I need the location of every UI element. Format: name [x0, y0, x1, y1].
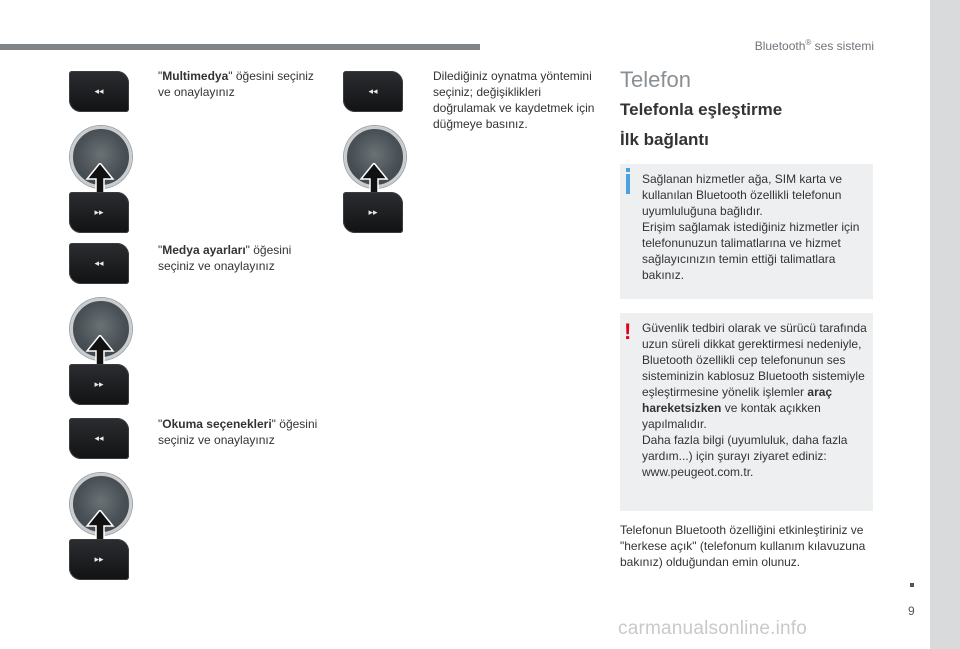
bottom-instruction-text: Telefonun Bluetooth özelliğini etkinleştiriniz ve "herkese açık" (telefonum kullanım kılavuzuna bakınız) olduğundan emin olunuz. — [620, 523, 866, 569]
warning-bold: araç hareketsizken — [642, 385, 833, 415]
info-text-2: Erişim sağlamak istediğiniz hizmetler için telefonunuzun talimatlarına ve hizmet sağlayıcınızın temin ettiği talimatlara bakınız. — [642, 220, 860, 282]
step-text-1: "Multimedya" öğesini seçiniz ve onaylayınız — [158, 69, 314, 99]
rewind-button-icon: ◂◂ — [69, 243, 129, 284]
forward-button-icon: ▸▸ — [69, 192, 129, 233]
step-2-bold: Medya ayarları — [162, 243, 246, 257]
header-title-rest: ses sistemi — [811, 39, 874, 53]
watermark: carmanualsonline.info — [618, 618, 808, 639]
rewind-button-icon: ◂◂ — [343, 71, 403, 112]
header-title — [755, 38, 874, 53]
rewind-button-icon: ◂◂ — [69, 71, 129, 112]
step-text-3: "Okuma seçenekleri" öğesini seçiniz ve onaylayınız — [158, 417, 318, 447]
forward-button-icon: ▸▸ — [343, 192, 403, 233]
heading-pairing: Telefonla eşleştirme — [620, 100, 783, 119]
header-bar — [0, 44, 480, 50]
step-text-2: "Medya ayarları" öğesini seçiniz ve onaylayınız — [158, 243, 292, 273]
step-1-bold: Multimedya — [162, 69, 229, 83]
warning-box-text — [642, 320, 868, 480]
forward-button-icon: ▸▸ — [69, 539, 129, 580]
warning-text-1: Güvenlik tedbiri olarak ve sürücü tarafında uzun süreli dikkat gerektirmesi nedeniyle, Bluetooth özellikli cep telefonunun ses sisteminizin kablosuz Bluetooth sistemiyle eşleştirmesine yönelik işlemler araç hareketsizken ve kontak açıkken yapılmalıdır. — [642, 321, 867, 431]
forward-button-icon: ▸▸ — [69, 364, 129, 405]
header-title-sup: ® — [805, 38, 812, 47]
rewind-button-icon: ◂◂ — [69, 418, 129, 459]
page-dot — [910, 583, 914, 587]
info-box — [620, 164, 873, 299]
warning-box — [620, 313, 873, 511]
side-strip — [930, 0, 960, 649]
page-number: 9 — [908, 604, 915, 618]
warning-icon: ! — [624, 319, 632, 344]
info-box-text — [642, 171, 868, 283]
heading-first-connection: İlk bağlantı — [620, 130, 709, 149]
info-text-1: Sağlanan hizmetler ağa, SIM karta ve kullanılan Bluetooth özellikli telefonun uyumluluğuna bağlıdır. — [642, 172, 843, 218]
warning-text-2: Daha fazla bilgi (uyumluluk, daha fazla yardım...) için şurayı ziyaret ediniz: www.peugeot.com.tr. — [642, 433, 848, 479]
middle-instruction-text: Dilediğiniz oynatma yöntemini seçiniz; değişiklikleri doğrulamak ve kaydetmek için düğmeye basınız. — [433, 69, 595, 131]
step-3-bold: Okuma seçenekleri — [162, 417, 272, 431]
header-title-main: Bluetooth — [754, 39, 806, 53]
info-icon — [626, 174, 630, 194]
section-title: Telefon — [620, 67, 691, 92]
